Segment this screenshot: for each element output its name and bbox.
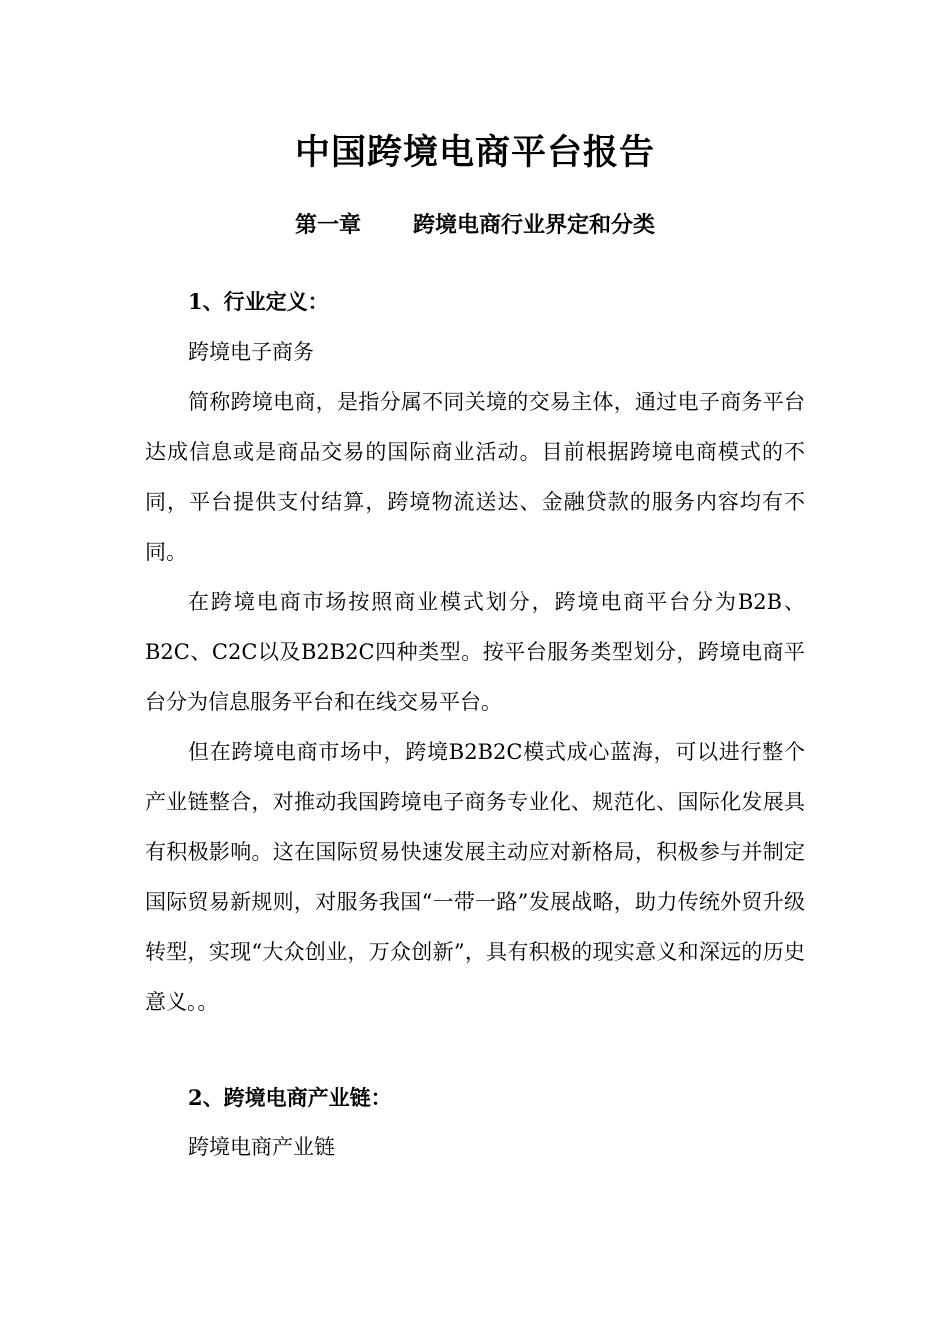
chapter-name: 跨境电商行业界定和分类 — [413, 212, 656, 238]
section-heading-definition: 1、行业定义： — [188, 289, 329, 314]
document-title: 中国跨境电商平台报告 — [294, 132, 655, 173]
section-subheading-industry-chain: 跨境电商产业链 — [188, 1135, 335, 1159]
section-heading-industry-chain: 2、跨境电商产业链： — [188, 1085, 392, 1110]
section-subheading-definition: 跨境电子商务 — [188, 340, 314, 364]
paragraph-b2b2c-significance: 但在跨境电商市场中，跨境B2B2C模式成心蓝海，可以进行整个产业链整合，对推动我国跨境电子商务专业化、规范化、国际化发展具有积极影响。这在国际贸易快速发展主动应对新格局，积极参与并制定国际贸易新规则，对服务我国“一带一路”发展战略，助力传统外贸升级转型，实现“大众创业，万众创新”，具有积极的现实意义和深远的历史意义。。 — [145, 740, 805, 1014]
paragraph-business-models: 在跨境电商市场按照商业模式划分，跨境电商平台分为B2B、B2C、C2C以及B2B2C四种类型。按平台服务类型划分，跨境电商平台分为信息服务平台和在线交易平台。 — [145, 590, 805, 714]
paragraph-definition: 简称跨境电商，是指分属不同关境的交易主体，通过电子商务平台达成信息或是商品交易的国际商业活动。目前根据跨境电商模式的不同，平台提供支付结算，跨境物流送达、金融贷款的服务内容均有不同。 — [145, 390, 805, 564]
chapter-number: 第一章 — [294, 212, 361, 238]
chapter-heading — [0, 208, 950, 242]
